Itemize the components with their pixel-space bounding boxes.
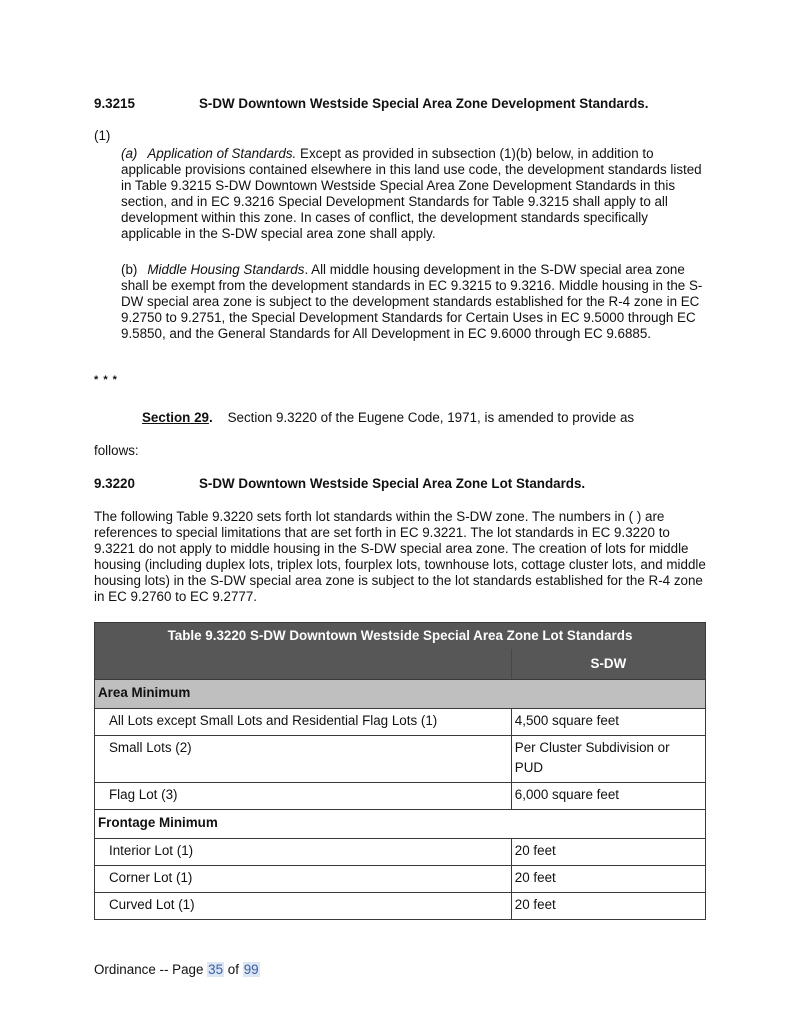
row-label: Interior Lot (1) — [95, 839, 512, 866]
row-label: Flag Lot (3) — [95, 783, 512, 810]
table-row — [95, 893, 706, 920]
lot-standards-table — [94, 622, 706, 920]
section-heading-frontage-minimum: Frontage Minimum — [95, 810, 706, 839]
row-label: Corner Lot (1) — [95, 866, 512, 893]
paragraph-a: (a) Application of Standards. Except as provided in subsection (1)(b) below, in addition to applicable provisions contained elsewhere in this land use code, the development standards listed in Table 9.3215 S-DW Downtown Westside Special Area Zone Development Standards in this section, and in EC 9.3216 Special Development Standards for Table 9.3215 shall apply to all development within this zone. In cases of conflict, the development standards specifically applicable in the S-DW special area zone shall apply. — [121, 146, 702, 241]
para-a-title: Application of Standards — [147, 146, 293, 161]
para-b-label: (b) — [121, 262, 138, 277]
table-row — [95, 866, 706, 893]
row-value: 20 feet — [511, 893, 705, 920]
section-title: S-DW Downtown Westside Special Area Zone Lot Standards. — [199, 476, 586, 491]
footer-prefix: Ordinance -- Page — [94, 962, 204, 977]
section-number: 9.3215 — [94, 96, 135, 111]
table-row — [95, 839, 706, 866]
table-row — [95, 709, 706, 736]
table-title: Table 9.3220 S-DW Downtown Westside Special Area Zone Lot Standards — [95, 623, 706, 650]
current-page-number: 35 — [208, 962, 224, 977]
para-b-title: Middle Housing Standards — [147, 262, 305, 277]
column-header-sdw: S-DW — [511, 649, 705, 680]
footer-of: of — [227, 962, 239, 977]
section-heading-9-3220 — [94, 476, 585, 492]
table-section-row — [95, 680, 706, 709]
para-a-label: (a) — [121, 146, 138, 161]
section-heading-area-minimum: Area Minimum — [95, 680, 706, 709]
table-section-row — [95, 810, 706, 839]
lot-standards-intro: The following Table 9.3220 sets forth lot standards within the S-DW zone. The numbers in ( ) are references to special limitations that are set forth in EC 9.3221. The lot standards in EC 9.3220 to 9.3221 do not apply to middle housing in the S-DW special area zone. The creation of lots for middle housing (including duplex lots, triplex lots, fourplex lots, townhouse lots, cottage cluster lots, and middle housing lots) in the S-DW special area zone is subject to the lot standards established for the R-4 zone in EC 9.2760 to EC 9.2777. — [94, 509, 706, 604]
table-row — [95, 736, 706, 783]
row-label: Curved Lot (1) — [95, 893, 512, 920]
section-29-continuation: follows: — [94, 443, 139, 458]
para-b-text: All middle housing development in the S-DW special area zone shall be exempt from the development standards in EC 9.3215 to 9.3216. Middle housing in the S-DW special area zone is subject to the development standards established for the R-4 zone in EC 9.2750 to 9.2751, the Special Development Standards for Certain Uses in EC 9.5000 through EC 9.5850, and the General Standards for All Development in EC 9.6000 through EC 9.6885. — [121, 262, 703, 341]
section-29-label: Section 29 — [142, 410, 209, 425]
section-29-text: Section 9.3220 of the Eugene Code, 1971, is amended to provide as — [227, 410, 635, 425]
paragraph-b: (b) Middle Housing Standards. All middle housing development in the S-DW special area zone shall be exempt from the development standards in EC 9.3215 to 9.3216. Middle housing in the S-DW special area zone is subject to the development standards established for the R-4 zone in EC 9.2750 to 9.2751, the Special Development Standards for Certain Uses in EC 9.5000 through EC 9.5850, and the General Standards for All Development in EC 9.6000 through EC 9.6885. — [121, 262, 703, 341]
page-footer — [94, 962, 260, 978]
para-a-text: Except as provided in subsection (1)(b) below, in addition to applicable provisions contained elsewhere in this land use code, the development standards listed in Table 9.3215 S-DW Downtown Westside Special Area Zone Development Standards in this section, and in EC 9.3216 Special Development Standards for Table 9.3215 shall apply to all development within this zone. In cases of conflict, the development standards specifically applicable in the S-DW special area zone shall apply. — [121, 146, 702, 241]
omission-marker: * * * — [94, 374, 118, 386]
row-value: 6,000 square feet — [511, 783, 705, 810]
section-29-amendment: Section 29. Section 9.3220 of the Eugene Code, 1971, is amended to provide as — [142, 410, 635, 425]
subsection-label: (1) — [94, 128, 111, 143]
row-value: 4,500 square feet — [511, 709, 705, 736]
column-header-blank — [95, 649, 512, 680]
row-value: 20 feet — [511, 839, 705, 866]
row-label: Small Lots (2) — [95, 736, 512, 783]
row-value: Per Cluster Subdivision or PUD — [511, 736, 705, 783]
section-heading-9-3215 — [94, 96, 648, 112]
row-value: 20 feet — [511, 866, 705, 893]
section-number: 9.3220 — [94, 476, 135, 491]
total-page-count: 99 — [243, 962, 259, 977]
row-label: All Lots except Small Lots and Residential Flag Lots (1) — [95, 709, 512, 736]
table-row — [95, 783, 706, 810]
section-title: S-DW Downtown Westside Special Area Zone Development Standards. — [199, 96, 649, 111]
